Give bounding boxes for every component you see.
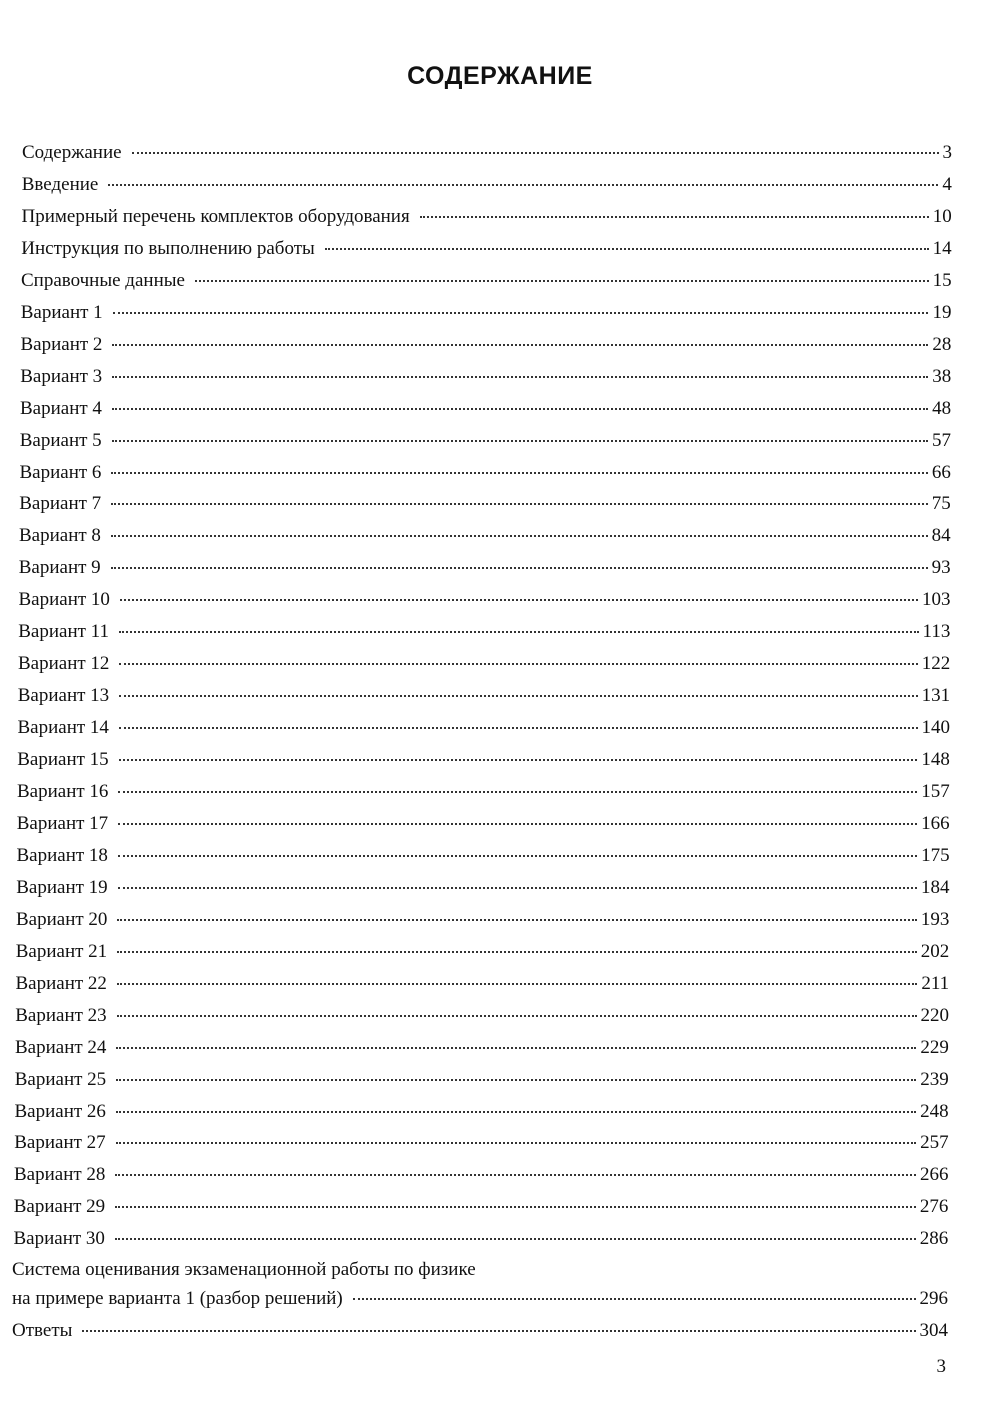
toc-leader-dots <box>115 1238 916 1240</box>
toc-entry-page: 148 <box>921 749 950 771</box>
toc-entry[interactable] <box>18 713 951 743</box>
toc-entry-label: Введение <box>21 173 99 195</box>
toc-entry[interactable] <box>20 394 951 424</box>
toc-entry[interactable] <box>21 266 952 296</box>
toc-entry-page: 113 <box>922 621 951 643</box>
toc-entry[interactable] <box>19 521 951 551</box>
toc-entry-label: Вариант 3 <box>20 365 103 387</box>
toc-entry-label: Вариант 22 <box>15 972 107 994</box>
toc-entry-label: Вариант 29 <box>13 1196 106 1218</box>
toc-leader-dots <box>325 248 929 250</box>
toc-entry-label: Вариант 11 <box>18 621 109 643</box>
toc-entry-page: 304 <box>919 1320 948 1342</box>
toc-leader-dots <box>116 1111 916 1113</box>
toc-entry-page: 4 <box>942 173 952 195</box>
toc-entry-label: Вариант 4 <box>20 397 102 419</box>
toc-leader-dots <box>111 567 928 569</box>
toc-entry[interactable] <box>18 617 950 647</box>
toc-entry-page: 103 <box>921 589 951 611</box>
toc-entry[interactable] <box>15 1033 949 1063</box>
toc-entry-label: Вариант 23 <box>15 1004 107 1026</box>
toc-entry[interactable] <box>14 1160 948 1190</box>
toc-entry-page: 296 <box>919 1288 948 1310</box>
toc-entry-page: 38 <box>932 365 952 387</box>
toc-entry[interactable] <box>17 777 950 807</box>
toc-entry-label: Инструкция по выполнению работы <box>21 237 315 259</box>
toc-entry[interactable] <box>18 649 950 679</box>
toc-entry[interactable] <box>16 873 949 903</box>
toc-entry-label: Справочные данные <box>21 269 185 291</box>
toc-entry-label: Вариант 1 <box>20 301 103 323</box>
toc-entry-page: 28 <box>932 333 952 355</box>
toc-leader-dots <box>116 1079 916 1081</box>
toc-entry[interactable] <box>15 1097 949 1127</box>
toc-entry-label: Вариант 18 <box>16 844 108 866</box>
toc-entry-label: Вариант 21 <box>15 940 108 962</box>
toc-entry-label: Вариант 14 <box>17 717 109 739</box>
toc-entry[interactable] <box>18 681 950 711</box>
toc-entry-label: Вариант 5 <box>19 429 102 451</box>
toc-entry-page: 286 <box>919 1228 949 1250</box>
toc-leader-dots <box>111 503 928 505</box>
page-title: СОДЕРЖАНИЕ <box>407 62 593 90</box>
toc-entry-page: 211 <box>921 972 950 994</box>
toc-entry-label: Вариант 24 <box>15 1036 107 1058</box>
toc-entry-page: 3 <box>942 142 952 163</box>
toc-entry-page: 57 <box>932 429 951 451</box>
toc-leader-dots <box>118 823 917 825</box>
toc-leader-dots <box>108 184 938 186</box>
toc-leader-dots <box>111 472 927 474</box>
toc-leader-dots <box>118 887 917 889</box>
toc-entry-page: 266 <box>919 1164 949 1186</box>
toc-leader-dots <box>116 1142 916 1144</box>
toc-leader-dots <box>113 312 929 314</box>
toc-entry-page: 75 <box>931 493 951 515</box>
toc-entry-page: 257 <box>920 1132 949 1154</box>
toc-entry[interactable] <box>16 905 949 935</box>
toc-entry-label: Вариант 26 <box>14 1100 106 1122</box>
toc-leader-dots <box>132 152 939 154</box>
toc-entry-page: 193 <box>920 908 950 930</box>
toc-entry-page: 220 <box>920 1004 949 1026</box>
toc-leader-dots <box>117 983 917 985</box>
toc-leader-dots <box>119 663 917 665</box>
toc-entry-assessment[interactable] <box>12 1284 948 1314</box>
toc-entry[interactable] <box>14 1128 948 1158</box>
toc-leader-dots <box>119 727 918 729</box>
toc-leader-dots <box>111 535 928 537</box>
toc-leader-dots <box>112 440 928 442</box>
toc-entry[interactable] <box>17 841 950 871</box>
toc-leader-dots <box>115 1174 916 1176</box>
toc-entry-page: 66 <box>931 461 951 483</box>
page-number: 3 <box>936 1356 946 1377</box>
toc-entry-label: Вариант 25 <box>14 1068 107 1090</box>
toc-entry[interactable] <box>14 1224 949 1254</box>
toc-entry-page: 239 <box>920 1068 949 1090</box>
toc-leader-dots <box>353 1298 916 1300</box>
toc-entry-label: Вариант 7 <box>19 493 102 515</box>
toc-entry[interactable] <box>14 1192 949 1222</box>
toc-entry[interactable] <box>19 489 951 519</box>
toc-entry-label: Вариант 20 <box>16 908 108 930</box>
toc-entry-label: Ответы <box>12 1320 73 1342</box>
toc-entry-answers[interactable] <box>12 1316 948 1346</box>
toc-entry-label: Вариант 27 <box>14 1132 106 1154</box>
toc-entry-label: Вариант 9 <box>18 557 101 579</box>
toc-leader-dots <box>118 855 917 857</box>
toc-entry-label: на примере варианта 1 (разбор решений) <box>12 1288 343 1310</box>
toc-entry-page: 229 <box>920 1036 949 1058</box>
toc-entry-label: Вариант 28 <box>14 1164 106 1186</box>
toc-entry-label: Вариант 30 <box>13 1228 105 1250</box>
toc-entry[interactable] <box>15 1001 949 1031</box>
toc-entry-page: 184 <box>920 876 950 898</box>
toc-entry-label: Вариант 17 <box>16 812 109 834</box>
toc-entry-label: Вариант 2 <box>20 333 103 355</box>
toc-entry[interactable] <box>20 458 951 488</box>
toc-entry[interactable] <box>21 298 952 328</box>
toc-leader-dots <box>112 376 928 378</box>
toc-leader-dots <box>119 631 919 633</box>
toc-leader-dots <box>116 1047 916 1049</box>
toc-entry[interactable] <box>16 937 949 967</box>
toc-entry-page: 202 <box>920 940 950 962</box>
toc-leader-dots <box>420 216 929 218</box>
toc-leader-dots <box>117 919 916 921</box>
toc-leader-dots <box>82 1330 915 1332</box>
toc-entry-page: 140 <box>921 717 950 739</box>
toc-entry[interactable] <box>22 138 952 168</box>
toc-entry-label: Вариант 19 <box>16 876 108 898</box>
toc-entry[interactable] <box>20 426 951 456</box>
toc-entry-label: Вариант 12 <box>18 653 110 675</box>
toc-entry-page: 276 <box>919 1196 949 1218</box>
toc-entry[interactable] <box>21 234 951 264</box>
toc-entry-page: 84 <box>931 525 951 547</box>
toc-entry-label: Вариант 15 <box>17 749 109 771</box>
toc-entry-label: Вариант 16 <box>17 781 109 802</box>
toc-leader-dots <box>118 791 917 793</box>
toc-entry-page: 248 <box>920 1100 949 1122</box>
toc-entry-page: 166 <box>921 812 950 834</box>
toc-entry-label: Вариант 8 <box>19 525 101 547</box>
toc-leader-dots <box>115 1206 916 1208</box>
toc-entry[interactable] <box>19 553 951 583</box>
toc-leader-dots <box>195 280 929 282</box>
toc-leader-dots <box>112 408 928 410</box>
toc-entry-page: 48 <box>932 397 952 419</box>
toc-entry-page: 131 <box>921 685 951 707</box>
toc-entry[interactable] <box>20 362 951 392</box>
toc-entry[interactable] <box>17 745 950 775</box>
toc-entry-label: Вариант 13 <box>17 685 110 707</box>
toc-entry-page: 19 <box>932 301 952 323</box>
toc-entry-label: Содержание <box>22 142 122 163</box>
toc-entry-label: Примерный перечень комплектов оборудования <box>21 205 410 227</box>
toc-entry[interactable] <box>15 1065 949 1095</box>
toc-entry[interactable] <box>16 969 950 999</box>
toc-entry[interactable] <box>21 330 952 360</box>
toc-entry-label: Вариант 6 <box>19 461 102 483</box>
toc-entry-page: 14 <box>932 237 952 259</box>
toc-entry-page: 175 <box>921 844 950 866</box>
toc-entry-label: Вариант 10 <box>18 589 110 611</box>
toc-entry-page: 122 <box>921 653 951 675</box>
toc-leader-dots <box>119 759 918 761</box>
toc-leader-dots <box>119 695 917 697</box>
toc-entry[interactable] <box>19 585 951 615</box>
toc-entry-page: 157 <box>921 781 950 802</box>
toc-entry[interactable] <box>22 170 952 200</box>
toc-entry-page: 10 <box>932 205 952 227</box>
toc-leader-dots <box>112 344 928 346</box>
toc-entry-page: 15 <box>932 269 952 291</box>
toc-entry[interactable] <box>17 809 950 839</box>
toc-entry[interactable] <box>22 202 952 232</box>
toc-leader-dots <box>117 951 917 953</box>
toc-leader-dots <box>117 1015 917 1017</box>
toc-leader-dots <box>120 599 918 601</box>
toc-entry-assessment-line1[interactable]: Система оценивания экзаменационной работы по физике <box>12 1259 476 1281</box>
toc-entry-page: 93 <box>931 557 951 579</box>
